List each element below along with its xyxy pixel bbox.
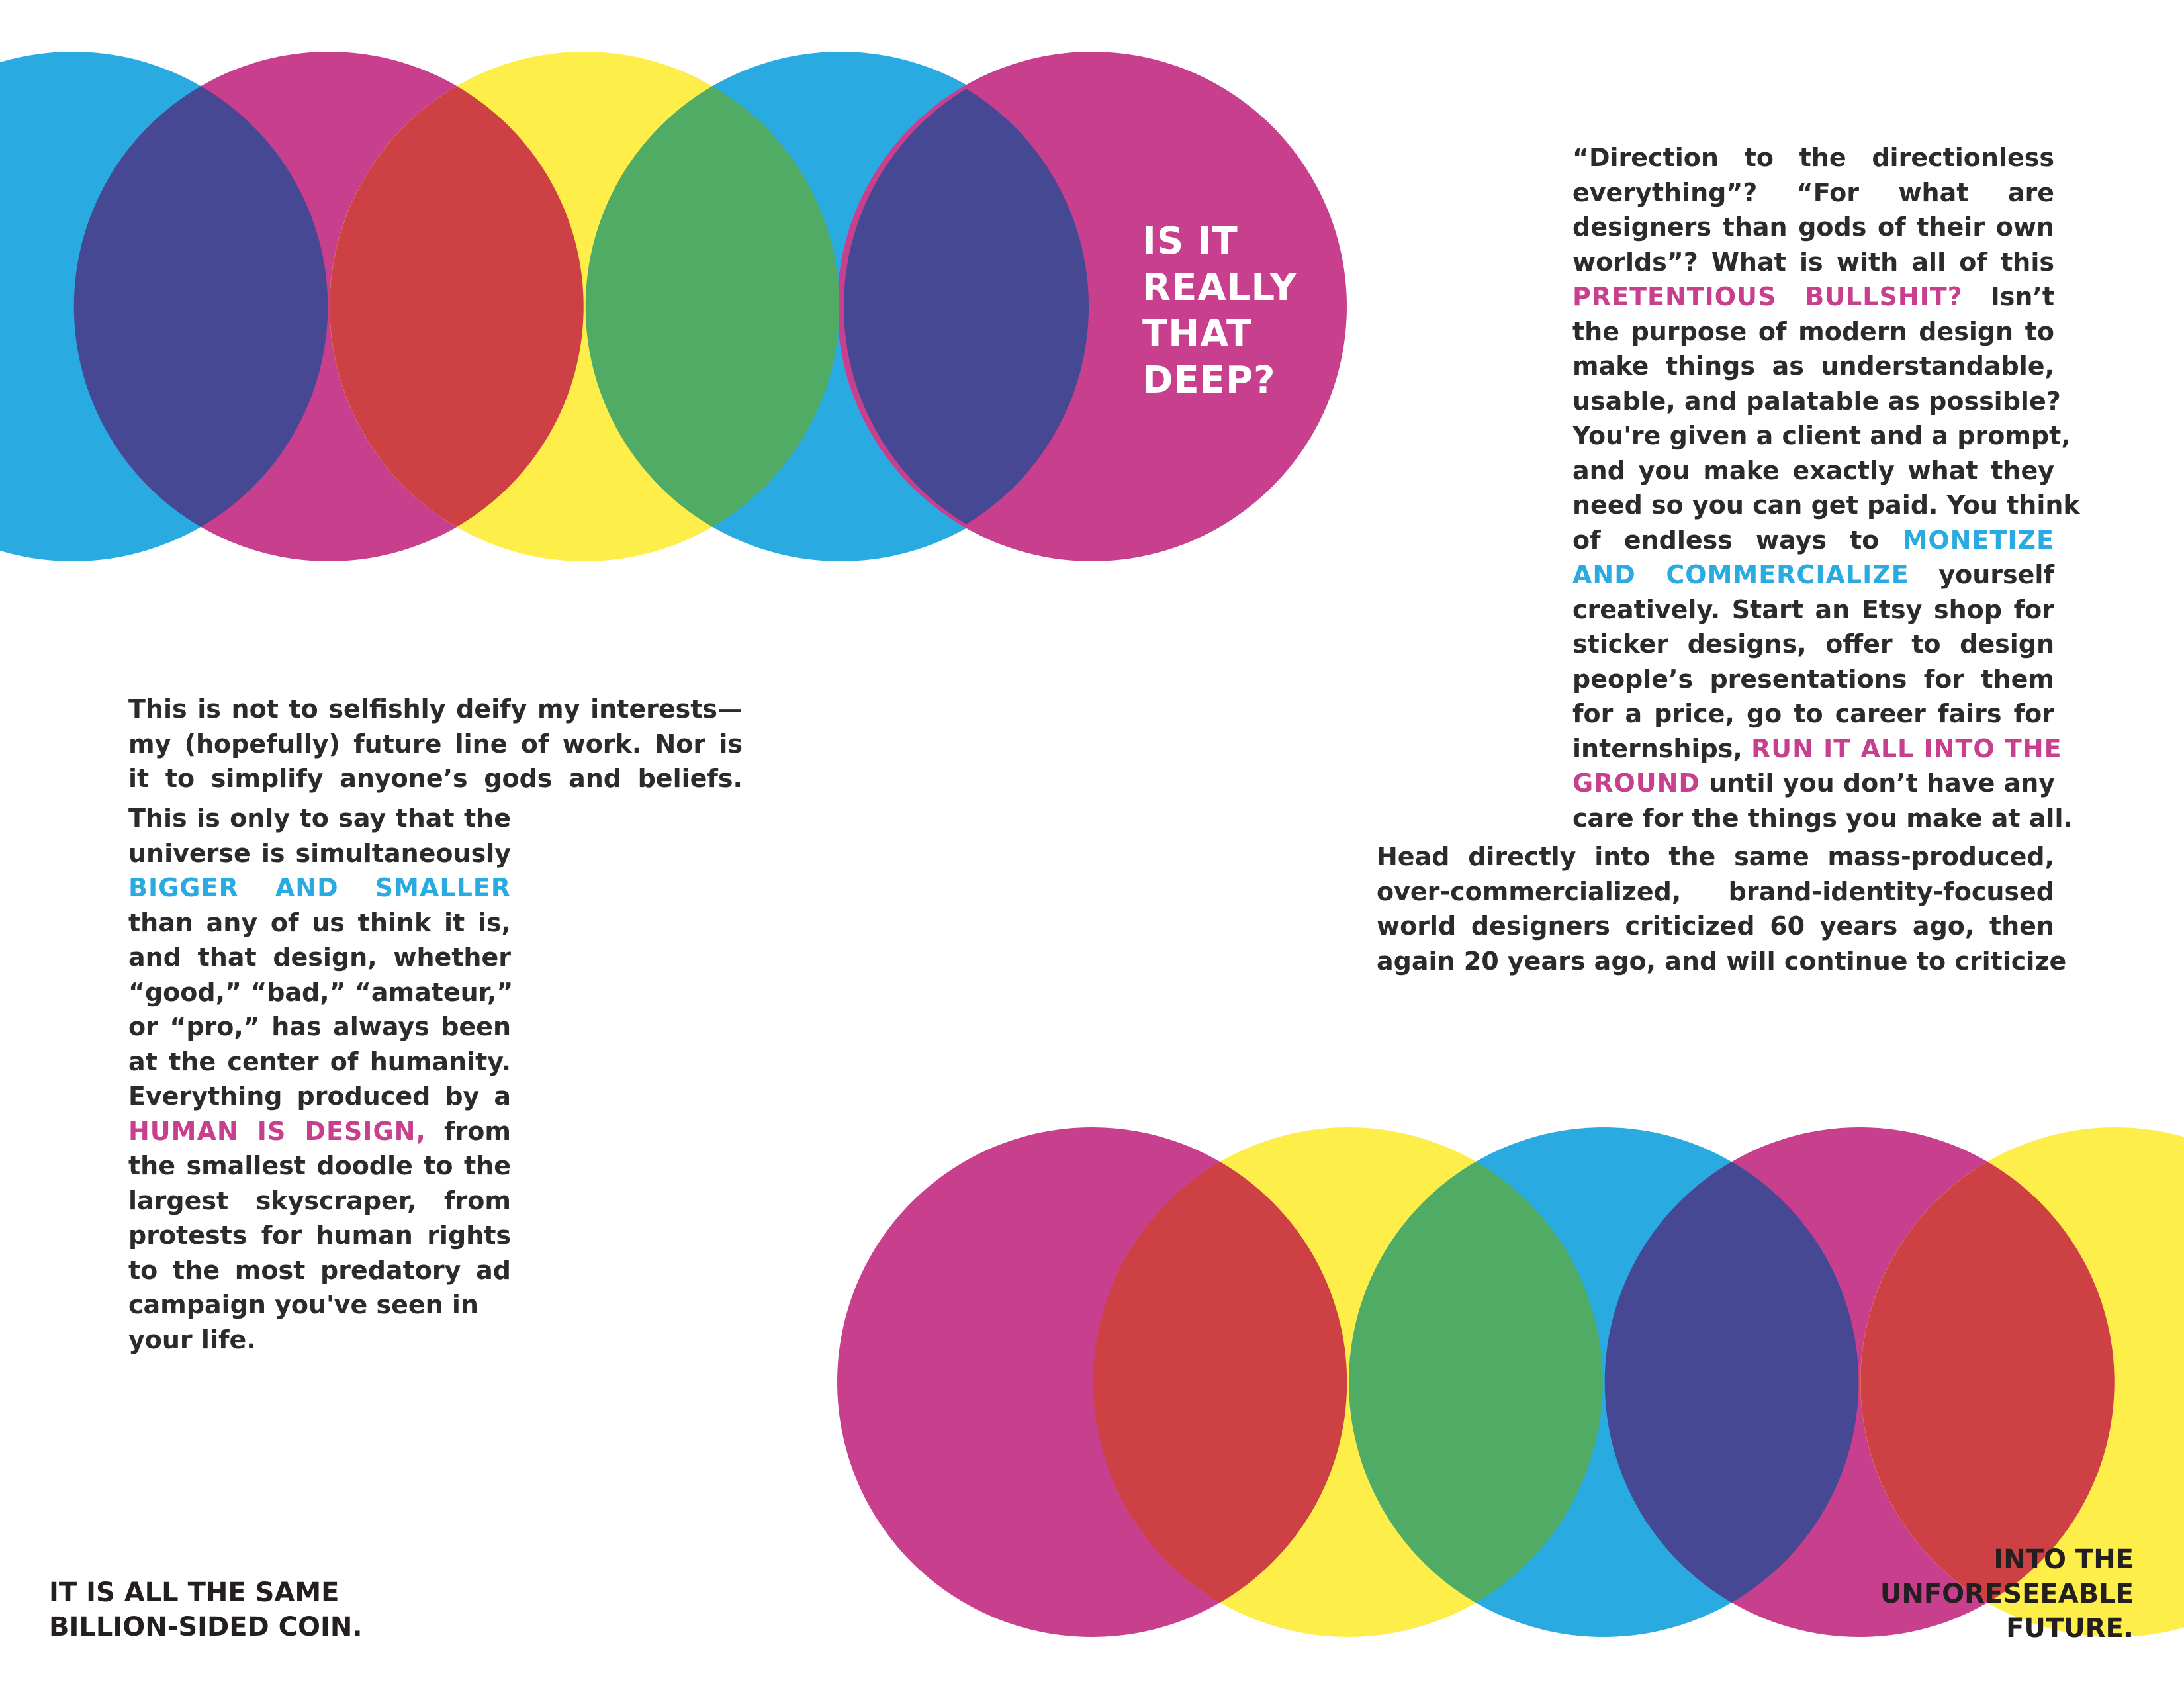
caption-line: BILLION-SIDED COIN. [49,1612,363,1642]
highlight-commercialize: AND COMMERCIALIZE [1572,560,1909,589]
left-paragraph-narrow [128,801,514,1357]
text-fragment: from [444,1116,512,1146]
text-line: make things as understandable, [1572,352,2054,381]
right-paragraph [1572,140,2080,835]
text-line: sticker designs, offer to design [1572,630,2054,659]
text-line [1572,279,2054,314]
text-line [128,1114,511,1149]
text-line [1572,766,2054,801]
text-fragment: of endless ways to [1572,525,1880,555]
text-fragment: internships, [1572,733,1743,763]
text-line: people’s presentations for them [1572,664,2054,694]
text-line [1572,523,2054,558]
right-continuation-paragraph [1377,839,2067,978]
text-line: worlds”? What is with all of this [1572,247,2054,277]
text-line: universe is simultaneously [128,838,511,868]
text-fragment: Isn’t [1990,282,2054,311]
highlight-pretentious: PRETENTIOUS BULLSHIT? [1572,282,1963,311]
text-line: Head directly into the same mass-produced, [1377,842,2054,871]
text-line: need so you can get paid. You think [1572,491,2080,520]
highlight-monetize: MONETIZE [1902,525,2054,555]
caption-line: UNFORESEEABLE [1880,1579,2134,1609]
circle-heading-line: IS IT [1142,220,1238,263]
text-line: usable, and palatable as possible? [1572,386,2061,416]
text-line: everything”? “For what are [1572,177,2054,207]
text-fragment: yourself [1938,560,2054,589]
highlight-ground: GROUND [1572,769,1700,798]
text-line: at the center of humanity. [128,1047,511,1076]
text-line: world designers criticized 60 years ago, then [1377,912,2054,941]
caption-line: FUTURE. [2006,1613,2134,1644]
caption-line: IT IS ALL THE SAME [49,1577,340,1608]
text-line: for a price, go to career fairs for [1572,699,2054,728]
text-line [1572,731,2062,767]
text-line: protests for human rights [128,1221,511,1250]
left-paragraph-wide [128,692,743,796]
text-line: largest skyscraper, from [128,1186,511,1215]
text-line: This is not to selfishly deify my interests— [128,694,743,724]
text-line: This is only to say that the [128,804,511,833]
text-line: over-commercialized, brand-identity-focused [1377,876,2054,906]
caption-line: INTO THE [1993,1544,2134,1575]
bottom-left-caption [49,1575,363,1644]
text-line: designers than gods of their own [1572,212,2054,242]
text-line: your life. [128,1325,256,1354]
text-line: creatively. Start an Etsy shop for [1572,594,2054,624]
highlight-human-is-design: HUMAN IS DESIGN, [128,1116,426,1146]
text-line: the smallest doodle to the [128,1151,511,1180]
text-line: and that design, whether [128,943,511,972]
highlight-bigger-smaller: BIGGER AND SMALLER [128,873,511,902]
text-line: to the most predatory ad [128,1255,511,1285]
text-line [1572,557,2054,592]
text-line: and you make exactly what they [1572,455,2054,485]
highlight-run-it-all: RUN IT ALL INTO THE [1751,733,2062,763]
circle-heading [1142,218,1297,404]
text-line: You're given a client and a prompt, [1572,421,2071,450]
circle-heading-line: THAT [1142,312,1253,355]
text-line: care for the things you make at all. [1572,803,2073,833]
text-line: Everything produced by a [128,1082,511,1111]
text-line: campaign you've seen in [128,1290,478,1319]
text-line: again 20 years ago, and will continue to criticize [1377,946,2067,976]
text-line: “good,” “bad,” “amateur,” [128,977,514,1007]
circle-heading-line: REALLY [1142,266,1297,309]
bottom-right-caption [1880,1542,2134,1646]
text-line: or “pro,” has always been [128,1012,511,1041]
text-fragment: until you don’t have any [1709,769,2056,798]
text-line: “Direction to the directionless [1572,143,2054,172]
text-line: it to simplify anyone’s gods and beliefs. [128,764,743,793]
text-line: than any of us think it is, [128,908,511,937]
text-line: the purpose of modern design to [1572,316,2054,346]
text-line: my (hopefully) future line of work. Nor is [128,729,743,759]
circle-heading-line: DEEP? [1142,359,1276,402]
